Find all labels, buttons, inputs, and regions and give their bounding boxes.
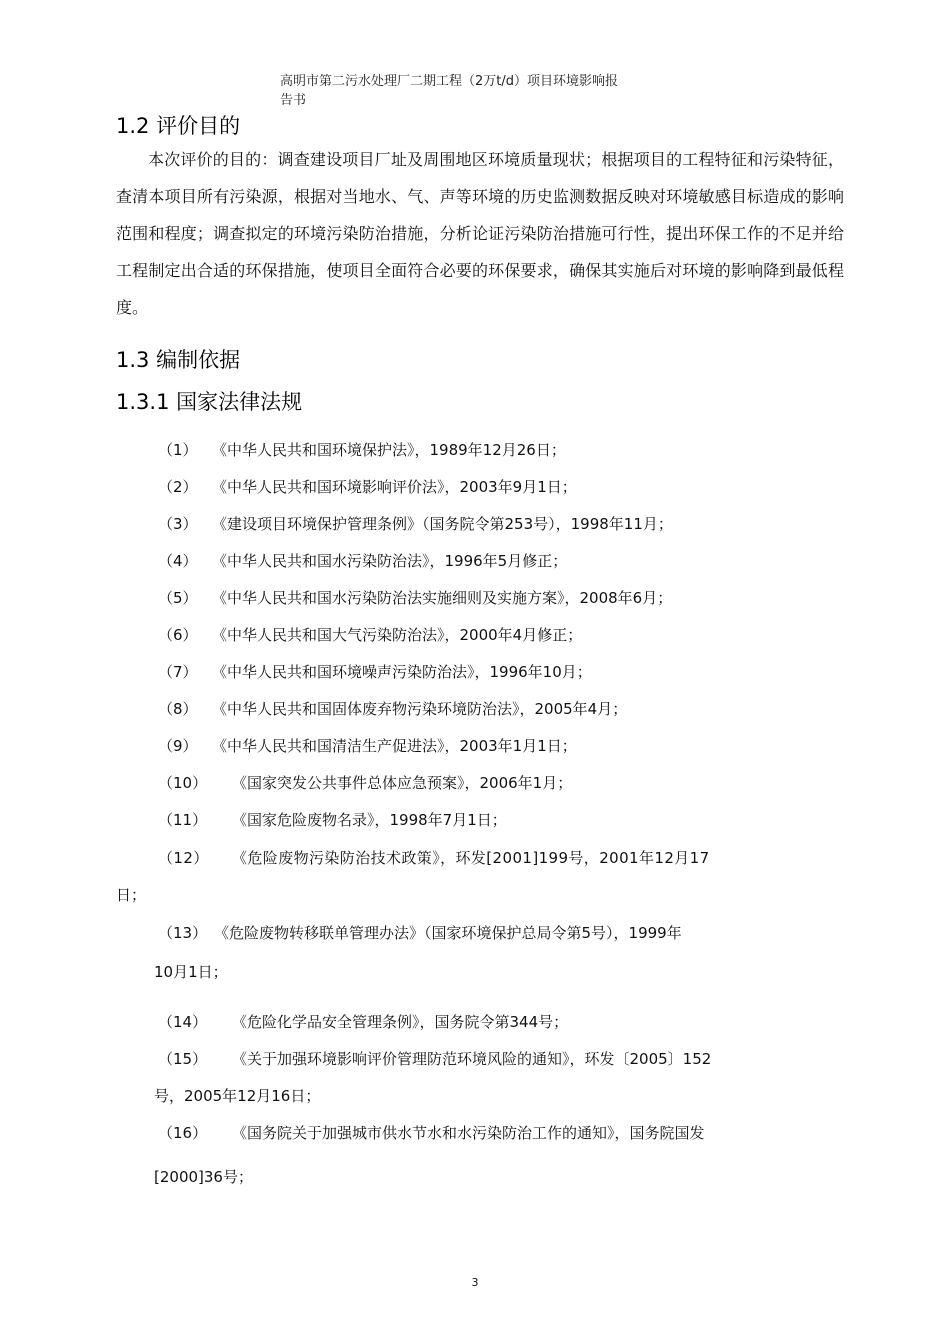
law-item-text: 《危险废物污染防治技术政策》，环发[2001]199号，2001年12月17 — [232, 849, 710, 867]
law-item — [158, 735, 577, 756]
page-number: 3 — [471, 1276, 479, 1289]
law-item-text: 《中华人民共和国水污染防治法实施细则及实施方案》，2008年6月； — [212, 589, 673, 607]
law-item — [158, 922, 682, 943]
law-item-text: 《国家危险废物名录》，1998年7月1日； — [232, 811, 507, 829]
law-item — [158, 661, 592, 682]
law-item-text: 《国务院关于加强城市供水节水和水污染防治工作的通知》，国务院国发 — [232, 1124, 705, 1142]
law-item-text: 《建设项目环境保护管理条例》（国务院令第253号），1998年11月； — [212, 515, 673, 533]
law-item — [158, 513, 673, 534]
law-item — [158, 1122, 705, 1143]
law-item-text: 《中华人民共和国清洁生产促进法》，2003年1月1日； — [212, 737, 577, 755]
law-item-continuation: 10月1日； — [154, 963, 228, 981]
law-item-text: 《中华人民共和国大气污染防治法》，2000年4月修正； — [212, 626, 583, 644]
law-item — [158, 1048, 711, 1069]
law-item-text: 《国家突发公共事件总体应急预案》，2006年1月； — [232, 774, 573, 792]
law-item — [158, 439, 566, 460]
law-item-number: （5） — [158, 589, 198, 607]
law-item-text: 《中华人民共和国环境保护法》，1989年12月26日； — [212, 441, 566, 459]
law-item-continuation: 号，2005年12月16日； — [154, 1087, 321, 1105]
law-item-number: （9） — [158, 737, 198, 755]
law-item-number: （3） — [158, 515, 198, 533]
law-item-number: （10） — [158, 774, 208, 792]
law-item-text: 《危险废物转移联单管理办法》（国家环境保护总局令第5号），1999年 — [214, 924, 682, 942]
section-heading-1-3: 1.3 编制依据 — [116, 348, 241, 372]
law-item-text: 《中华人民共和国固体废弃物污染环境防治法》，2005年4月； — [212, 700, 628, 718]
law-item — [158, 698, 627, 719]
law-item-number: （11） — [158, 811, 208, 829]
law-item — [158, 809, 507, 830]
law-item-number: （14） — [158, 1013, 208, 1031]
law-item-text: 《中华人民共和国水污染防治法》，1996年5月修正； — [212, 552, 568, 570]
law-item-text: 《中华人民共和国环境影响评价法》，2003年9月1日； — [212, 478, 577, 496]
law-item-number: （15） — [158, 1050, 208, 1068]
section-heading-1-3-1: 1.3.1 国家法律法规 — [116, 390, 303, 414]
law-item — [158, 476, 577, 497]
law-item-number: （2） — [158, 478, 198, 496]
law-item-number: （16） — [158, 1124, 208, 1142]
law-item — [158, 1011, 568, 1032]
law-item-text: 《中华人民共和国环境噪声污染防治法》，1996年10月； — [212, 663, 592, 681]
law-item-text: 《关于加强环境影响评价管理防范环境风险的通知》，环发〔2005〕152 — [232, 1050, 712, 1068]
law-item — [158, 772, 572, 793]
page-header — [280, 72, 680, 110]
law-item-number: （7） — [158, 663, 198, 681]
law-item-number: （6） — [158, 626, 198, 644]
law-item-text: 《危险化学品安全管理条例》，国务院令第344号； — [232, 1013, 569, 1031]
law-item — [158, 624, 582, 645]
law-item — [158, 587, 672, 608]
header-line-1: 高明市第二污水处理厂二期工程（2万t/d）项目环境影响报 — [280, 74, 619, 89]
law-item — [158, 847, 710, 868]
law-item-continuation: 日； — [116, 886, 147, 904]
law-item-number: （12） — [158, 849, 209, 867]
law-item-continuation: [2000]36号； — [154, 1168, 253, 1186]
law-item-number: （1） — [158, 441, 198, 459]
law-item-number: （8） — [158, 700, 198, 718]
law-item-number: （13） — [158, 924, 208, 942]
law-item — [158, 550, 567, 571]
law-item-number: （4） — [158, 552, 198, 570]
header-line-2: 告书 — [280, 93, 307, 108]
section-heading-1-2: 1.2 评价目的 — [116, 114, 241, 138]
section-1-2-paragraph: 本次评价的目的：调查建设项目厂址及周围地区环境质量现状；根据项目的工程特征和污染特征，查清本项目所有污染源，根据对当地水、气、声等环境的历史监测数据反映对环境敏感目标造成的影响范围和程度；调查拟定的环境污染防治措施，分析论证污染防治措施可行性，提出环保工作的不足并给工程制定出合适的环保措施，使项目全面符合必要的环保要求，确保其实施后对环境的影响降到最低程度。 — [116, 150, 844, 317]
